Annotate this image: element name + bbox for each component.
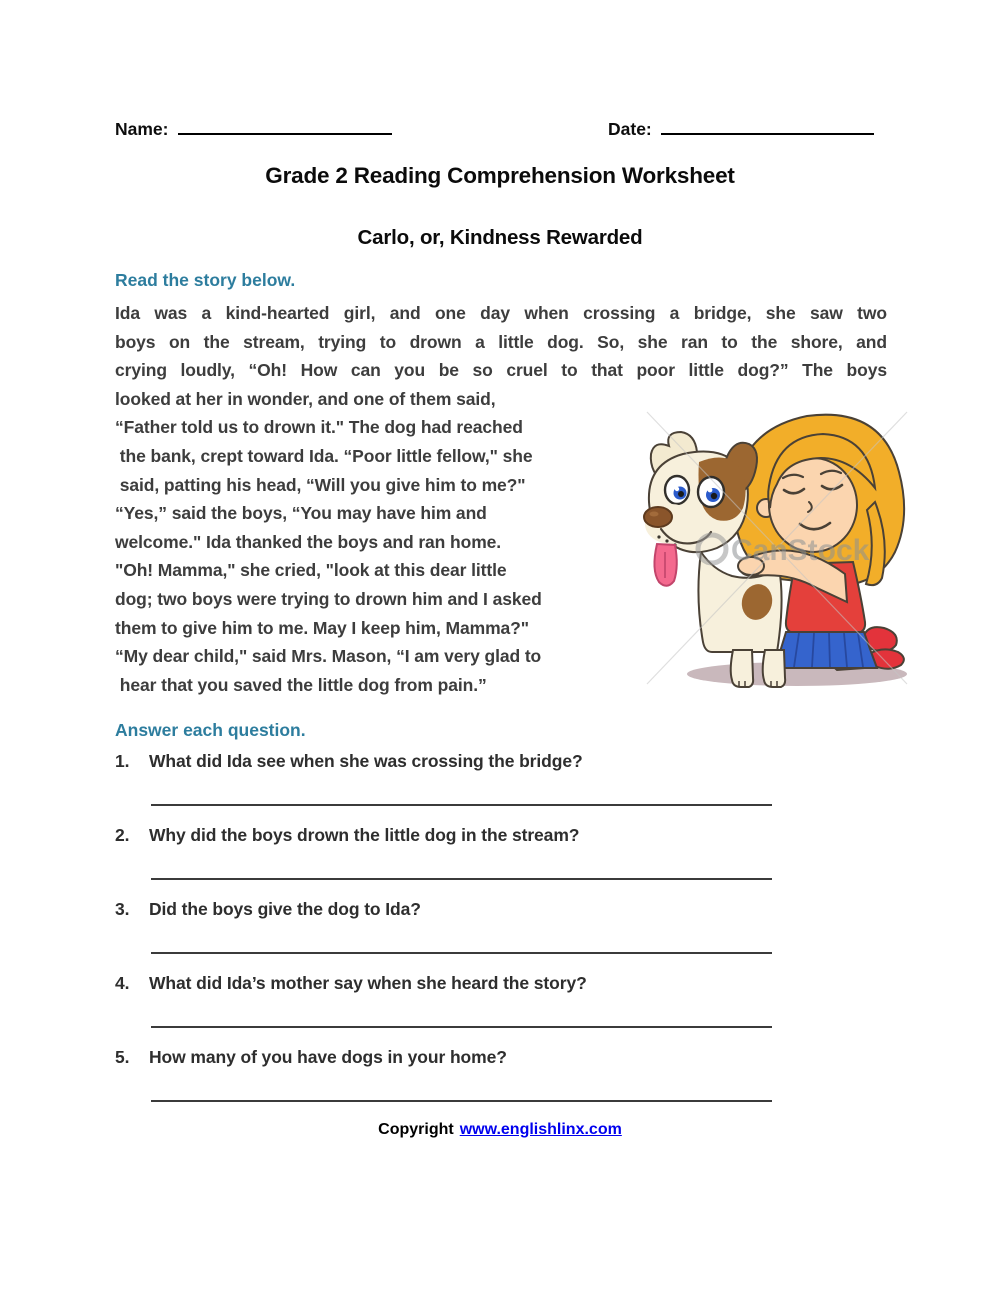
question-text: What did Ida see when she was crossing the bridge?	[149, 751, 583, 771]
question-text: Did the boys give the dog to Ida?	[149, 899, 421, 919]
story-line: welcome." Ida thanked the boys and ran home.	[115, 531, 502, 552]
read-story-instruction: Read the story below.	[115, 270, 296, 290]
question-list	[115, 751, 893, 1121]
date-label: Date:	[608, 119, 652, 139]
dog-front-leg	[763, 650, 785, 687]
story-line: "Oh! Mamma," she cried, "look at this dear little	[115, 560, 507, 581]
question-item	[115, 973, 893, 1028]
question-item	[115, 825, 893, 880]
story-line: them to give him to me. May I keep him, Mamma?"	[115, 617, 529, 638]
worksheet-title: Grade 2 Reading Comprehension Worksheet	[265, 163, 735, 188]
answer-line	[151, 804, 772, 806]
answer-line	[151, 878, 772, 880]
story-line: Ida was a kind-hearted girl, and one day when crossing a bridge, she saw two	[115, 303, 887, 323]
answer-line	[151, 952, 772, 954]
footer	[0, 1121, 1000, 1139]
question-number: 2.	[115, 825, 130, 845]
date-blank-line	[661, 120, 874, 135]
answer-line	[151, 1100, 772, 1102]
answer-line	[151, 1026, 772, 1028]
story-line: “Father told us to drown it." The dog had reached	[115, 417, 523, 438]
question-item	[115, 1047, 893, 1102]
question-text: What did Ida’s mother say when she heard the story?	[149, 973, 587, 993]
question-item	[115, 751, 893, 806]
name-label: Name:	[115, 119, 169, 139]
question-number: 1.	[115, 751, 130, 771]
story-line: dog; two boys were trying to drown him and I asked	[115, 588, 542, 609]
copyright-text: Copyright	[378, 1121, 454, 1138]
englishlinx-link[interactable]: www.englishlinx.com	[459, 1121, 622, 1138]
date-field	[608, 119, 874, 140]
story-line: “Yes,” said the boys, “You may have him and	[115, 503, 487, 524]
name-blank-line	[178, 120, 392, 135]
question-number: 3.	[115, 899, 130, 919]
story-line: crying loudly, “Oh! How can you be so cruel to that poor little dog?” The boys	[115, 360, 887, 381]
dog-nose	[644, 507, 672, 527]
name-field	[115, 119, 392, 140]
story-line: “My dear child," said Mrs. Mason, “I am very glad to	[115, 646, 542, 667]
story-title: Carlo, or, Kindness Rewarded	[357, 226, 643, 249]
answer-questions-instruction: Answer each question.	[115, 720, 306, 740]
question-number: 5.	[115, 1047, 130, 1067]
question-item	[115, 899, 893, 954]
story-line: looked at her in wonder, and one of them said,	[115, 388, 496, 409]
question-text: How many of you have dogs in your home?	[149, 1047, 507, 1067]
watermark-text: CanStock	[731, 534, 870, 567]
dog-front-leg	[731, 650, 753, 687]
story-line: the bank, crept toward Ida. “Poor little fellow," she	[115, 445, 533, 466]
question-text: Why did the boys drown the little dog in the stream?	[149, 825, 580, 845]
story-line: hear that you saved the little dog from pain.”	[115, 674, 487, 695]
story-line: boys on the stream, trying to drown a little dog. So, she ran to the shore, and	[115, 331, 887, 352]
story-line: said, patting his head, “Will you give him to me?"	[115, 474, 526, 495]
question-number: 4.	[115, 973, 130, 993]
girl-hugging-dog-illustration	[637, 402, 917, 694]
